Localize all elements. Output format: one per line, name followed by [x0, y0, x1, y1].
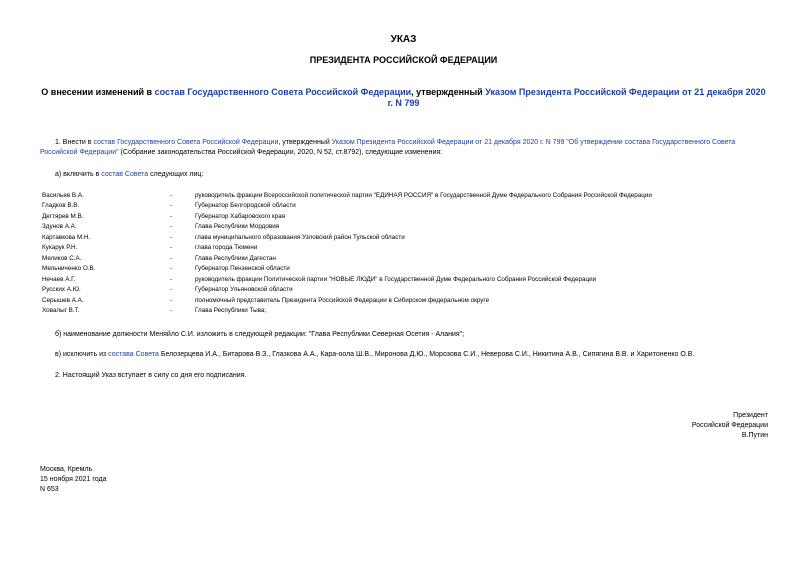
member-dash: -: [170, 223, 173, 231]
item-a-text-1: а) включить в: [55, 171, 102, 178]
document-heading: [40, 87, 767, 109]
member-dash: -: [170, 244, 173, 252]
member-position: Губернатор Белгородской области: [195, 202, 296, 210]
member-name: Гладков В.В.: [42, 202, 80, 210]
member-name: Дегтярев М.В.: [42, 212, 84, 220]
member-name: Кукарук Р.Н.: [42, 244, 78, 252]
member-row: [42, 253, 652, 264]
place-date: 15 ноября 2021 года: [40, 476, 107, 483]
item-v-paragraph: [55, 350, 785, 360]
member-dash: -: [170, 191, 173, 199]
member-position: полномочный представитель Президента Российской Федерации в Сибирском федеральном округе: [195, 296, 490, 304]
item-v-text-1: в) исключить из: [55, 351, 109, 358]
member-row: [42, 295, 652, 306]
member-name: Меликов С.А.: [42, 254, 82, 262]
document-title: УКАЗ: [390, 34, 417, 45]
signature-line-1: Президент: [733, 412, 768, 419]
document-subtitle: ПРЕЗИДЕНТА РОССИЙСКОЙ ФЕДЕРАЦИИ: [309, 55, 498, 65]
item-a-paragraph: [55, 170, 785, 180]
member-row: [42, 232, 652, 243]
place-city: Москва, Кремль: [40, 466, 93, 473]
member-row: [42, 285, 652, 296]
member-name: Здунов А.А.: [42, 223, 77, 231]
member-row: [42, 243, 652, 254]
member-position: глава города Тюмени: [195, 244, 258, 252]
item-a-link-council[interactable]: состав Совета: [101, 171, 149, 178]
member-position: руководитель фракции Всероссийской политической партии "ЕДИНАЯ РОССИЯ" в Государственной Думе Федерального Собрания Российской Федерации: [195, 191, 652, 199]
member-dash: -: [170, 254, 173, 262]
item-2-paragraph: 2. Настоящий Указ вступает в силу со дня его подписания.: [55, 372, 247, 379]
member-row: [42, 201, 652, 212]
member-name: Русских А.Ю.: [42, 286, 81, 294]
member-dash: -: [170, 275, 173, 283]
member-row: [42, 274, 652, 285]
member-row: [42, 211, 652, 222]
member-position: Глава Республики Мордовия: [195, 223, 280, 231]
member-position: глава муниципального образования Узловский район Тульской области: [195, 233, 405, 241]
members-table: [42, 190, 652, 316]
member-row: [42, 306, 652, 317]
member-name: Нечаев А.Г.: [42, 275, 76, 283]
item-v-text-2: Белозерцева И.А., Битарова В.З., Глазкова А.А., Кара-оола Ш.В., Миронова Д.Ю., Морозова С.И., Неверова С.И., Никитина А.В., Сипягина В.В. и Харитоненко О.В.: [158, 351, 695, 358]
item-v-link-council[interactable]: состава Совета: [108, 351, 159, 358]
item-1-text-3: (Собрание законодательства Российской Федерации, 2020, N 52, ст.8792), следующие изменения:: [118, 148, 443, 156]
heading-text-2: , утвержденный: [411, 87, 486, 97]
member-dash: -: [170, 202, 173, 210]
item-1-text-2: , утвержденный: [278, 139, 332, 146]
member-position: Глава Республики Дагестан: [195, 254, 276, 262]
member-row: [42, 190, 652, 201]
member-name: Картавкова М.Н.: [42, 233, 91, 241]
place-date-block: [40, 465, 106, 495]
member-dash: -: [170, 296, 173, 304]
member-row: [42, 264, 652, 275]
signature-line-2: Российской Федерации: [691, 422, 768, 429]
item-1-link-decree[interactable]: Указом Президента Российской Федерации от 21 декабря 2020 г. N 799 "Об утверждении состава Государственного Совета Российской Федерации": [40, 139, 736, 156]
member-name: Ховалыг В.Т.: [42, 307, 80, 315]
member-dash: -: [170, 265, 173, 273]
member-dash: -: [170, 212, 173, 220]
heading-link-council[interactable]: состав Государственного Совета Российской Федерации: [154, 87, 412, 97]
member-dash: -: [170, 307, 173, 315]
signature-block: [600, 411, 768, 441]
member-position: Губернатор Ульяновской области: [195, 286, 293, 294]
item-1-text-1: 1. Внести в: [55, 139, 94, 146]
item-a-text-2: следующих лиц:: [148, 171, 204, 178]
member-row: [42, 222, 652, 233]
member-position: Глава Республики Тыва;: [195, 307, 267, 315]
item-1-link-council[interactable]: состав Государственного Совета Российской Федерации: [93, 139, 279, 146]
item-b-paragraph: б) наименование должности Меняйло С.И. изложить в следующей редакции: "Глава Республики Северная Осетия - Алания";: [55, 331, 465, 338]
member-name: Васильев В.А.: [42, 191, 84, 199]
member-dash: -: [170, 286, 173, 294]
member-dash: -: [170, 233, 173, 241]
heading-text-1: О внесении изменений в: [41, 87, 155, 97]
signature-line-3: В.Путин: [741, 432, 768, 439]
item-1-paragraph: [40, 138, 770, 157]
member-position: Губернатор Хабаровского края: [195, 212, 286, 220]
heading-link-decree[interactable]: Указом Президента Российской Федерации от 21 декабря 2020 г. N 799: [387, 87, 766, 108]
member-position: Губернатор Пензенской области: [195, 265, 290, 273]
decree-number: N 653: [40, 486, 59, 493]
member-position: руководитель фракции Политической партии "НОВЫЕ ЛЮДИ" в Государственной Думе Федерального Собрания Российской Федерации: [195, 275, 597, 283]
member-name: Мельниченко О.В.: [42, 265, 96, 273]
member-name: Серышев А.А.: [42, 296, 84, 304]
